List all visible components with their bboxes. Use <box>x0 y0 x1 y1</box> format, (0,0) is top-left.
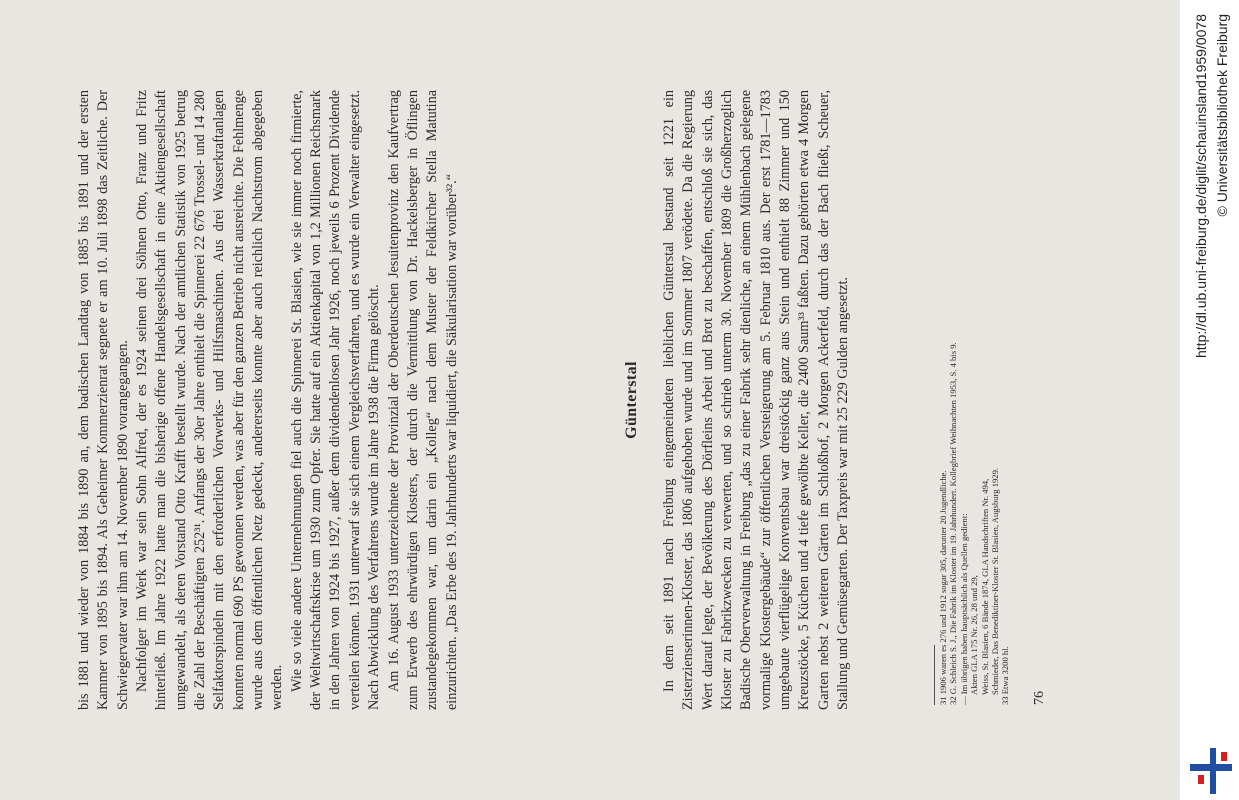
ub-freiburg-logo-icon <box>1190 748 1232 794</box>
footnotes <box>938 145 1011 705</box>
paragraph-5: In dem seit 1891 nach Freiburg eingemeindeten lieblichen Günterstal bestand seit 1221 ein Zisterzienserinnen-Kloster, das 1806 aufgehoben wurde und im Sommer 1807 verödete. Da die Regierung Wert darauf legte, der Bevölkerung des Dörfleins Arbeit und Brot zu beschaffen, entschloß sie sich, das Kloster zu Fabrikzwecken zu verwerten, und so schrieb unterm 30. November 1809 die Großherzoglich Badische Oberverwaltung in Freiburg „das zu einer Fabrik sehr dienliche, an einem Mühlenbach gelegene vormalige Klostergebäude“ zur öffentlichen Versteigerung am 5. Februar 1810 aus. Der erst 1781—1783 umgebaute vierflügelige Konventsbau war dreistöckig ganz aus Stein und enthielt 88 Zimmer und 150 Kreuzstöcke, 5 Küchen und 4 tiefe gewölbte Keller, die 2400 Saum³³ faßten. Dazu gehörten etwa 4 Morgen Garten nebst 2 weiteren Gärten im Schloßhof, 2 Morgen Ackerfeld, durch das der Bach fließt, Scheuer, Stallung und Gemüsegarten. Der Taxpreis war mit 25 229 Gulden angesetzt. <box>661 90 852 710</box>
footnote-32-cont-2: Akten GLA 175 Nr. 26, 28 und 29, <box>969 575 980 695</box>
page-number: 76 <box>1032 691 1047 705</box>
footnote-rule <box>934 645 935 705</box>
lower-body-text <box>660 90 853 710</box>
lower-text-block <box>660 90 853 710</box>
sidebar-text-rotated <box>1180 0 1239 800</box>
upper-body-text <box>75 90 462 710</box>
paragraph-2: Nachfolger im Werk war sein Sohn Alfred, der es 1924 seinen drei Söhnen Otto, Franz und Fritz hinterließ. Im Jahre 1922 hatte man die bisherige offene Handelsgesellschaft in eine Aktiengesellschaft umgewandelt, als deren Vorstand Otto Krafft bestellt wurde. Nach der amtlichen Statistik von 1925 betrug die Zahl der Beschäftigten 252³¹. Anfangs der 30er Jahre enthielt die Spinnerei 22 676 Trossel- und 14 280 Selfaktorspindeln mit den erforderlichen Vorwerks- und Hilfsmaschinen. Aus drei Wasserkraftanlagen konnten normal 690 PS gewonnen werden, was aber für den ganzen Betrieb nicht ausreichte. Die Fehlmenge wurde aus dem öffentlichen Netz gedeckt, andererseits konnte aber auch reichlich Nachtstrom abgegeben werden. <box>134 90 286 710</box>
footnote-32: 32 G. Schleich S. J., Die Fabrik im Kloster im 19. Jahrhundert. Kollegbrief Weihnachten 1953, S. 4 bis 9. <box>948 342 959 705</box>
paragraph-1: bis 1881 und wieder von 1884 bis 1890 an, dem badischen Landtag von 1885 bis 1891 und der ersten Kammer von 1895 bis 1894. Als Geheimer Kommerzienrat segnete er am 10. Juli 1898 das Zeitliche. Der Schwiegervater war ihm am 14. November 1890 vorangegangen. <box>76 90 131 710</box>
library-sidebar <box>1180 0 1239 800</box>
paragraph-3: Wie so viele andere Unternehmungen fiel auch die Spinnerei St. Blasien, wie sie immer noch firmierte, der Weltwirtschaftskrise um 1930 zum Opfer. Sie hatte auf ein Aktienkapital von 1,2 Millionen Reichsmark in den Jahren von 1924 bis 1927, außer dem dividendenlosen Jahr 1926, noch jeweils 6 Prozent Dividende verteilen können. 1931 unterwarf sie sich einem Vergleichsverfahren, und es wurde ein Verwalter eingesetzt. Nach Abwicklung des Verfahrens wurde im Jahre 1938 die Firma gelöscht. <box>288 90 383 710</box>
section-heading: Günterstal <box>623 361 640 439</box>
footnote-32-cont-1: — Im übrigen haben hauptsächlich als Quellen gedient: <box>958 513 969 705</box>
copyright-notice: © Universitätsbibliothek Freiburg <box>1214 14 1230 217</box>
footnote-31: 31 1906 waren es 276 und 1912 sogar 305, darunter 20 Jugendliche. <box>938 470 948 705</box>
upper-text-block <box>75 90 462 710</box>
footnote-32-cont-3: Weiss, St. Blasien, 6 Bände 1874, GLA Handschriften Nr. 494, <box>979 478 990 695</box>
footnote-33: 33 Etwa 3200 hl. <box>1000 646 1011 705</box>
footnote-32-cont-4: Schmieder, Das Benediktiner-Kloster St. Blasien, Augsburg 1929. <box>990 467 1001 695</box>
paragraph-4: Am 16. August 1933 unterzeichnete der Provinzial der Oberdeutschen Jesuitenprovinz den Kaufvertrag zum Erwerb des ehrwürdigen Klosters, der durch die Vermittlung von Dr. Hackelsberger in Öflingen zustandegekommen war, um darin ein „Kolleg“ nach dem Muster der Feldkircher Stella Matutina einzurichten. „Das Erbe des 19. Jahrhunderts war liquidiert, die Säkularisation war vorüber³².“ <box>385 90 460 710</box>
source-url-link[interactable]: http://dl.ub.uni-freiburg.de/diglit/schauinsland1959/0078 <box>1193 14 1209 359</box>
